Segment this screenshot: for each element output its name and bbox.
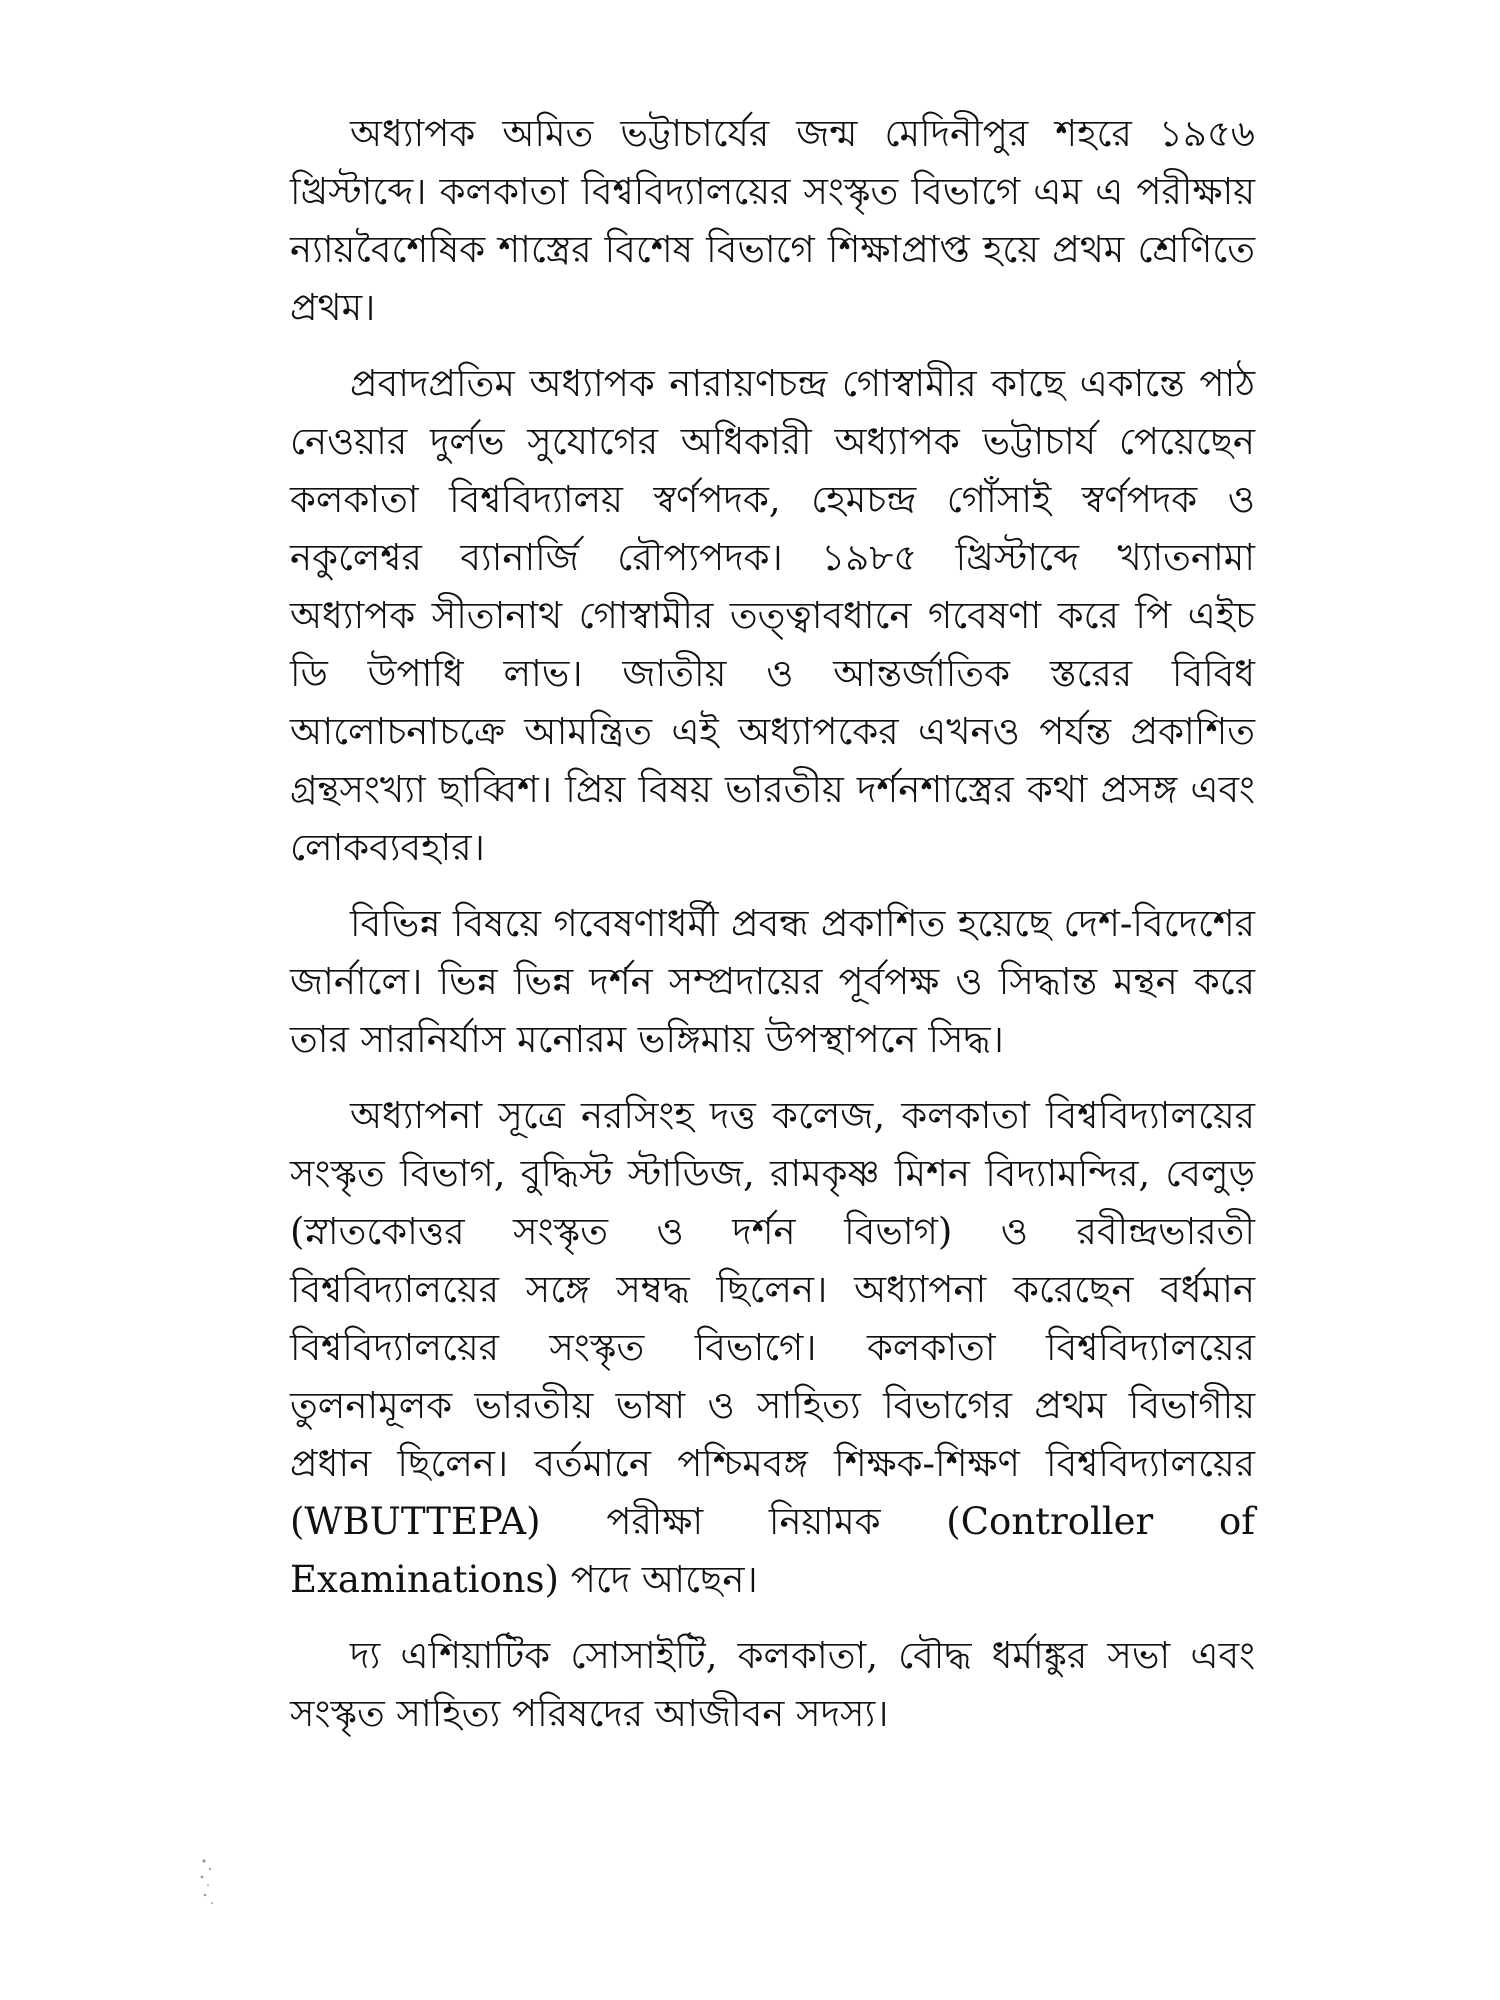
paragraph-birth-education: অধ্যাপক অমিত ভট্টাচার্যের জন্ম মেদিনীপুর শহরে ১৯৫৬ খ্রিস্টাব্দে। কলকাতা বিশ্ববিদ্যালয়ের সংস্কৃত বিভাগে এম এ পরীক্ষায় ন্যায়বৈশেষিক শাস্ত্রের বিশেষ বিভাগে শিক্ষাপ্রাপ্ত হয়ে প্রথম শ্রেণিতে প্রথম। [290, 112, 1255, 329]
paragraph-awards-research: প্রবাদপ্রতিম অধ্যাপক নারায়ণচন্দ্র গোস্বামীর কাছে একান্তে পাঠ নেওয়ার দুর্লভ সুযোগের অধিকারী অধ্যাপক ভট্টাচার্য পেয়েছেন কলকাতা বিশ্ববিদ্যালয় স্বর্ণপদক, হেমচন্দ্র গোঁসাই স্বর্ণপদক ও নকুলেশ্বর ব্যানার্জি রৌপ্যপদক। ১৯৮৫ খ্রিস্টাব্দে খ্যাতনামা অধ্যাপক সীতানাথ গোস্বামীর তত্ত্বাবধানে গবেষণা করে পি এইচ ডি উপাধি লাভ। জাতীয় ও আন্তর্জাতিক স্তরের বিবিধ আলোচনাচক্রে আমন্ত্রিত এই অধ্যাপকের এখনও পর্যন্ত প্রকাশিত গ্রন্থসংখ্যা ছাব্বিশ। প্রিয় বিষয় ভারতীয় দর্শনশাস্ত্রের কথা প্রসঙ্গ এবং লোকব্যবহার। [290, 362, 1255, 869]
scan-specks [196, 1855, 220, 1915]
paragraph-memberships: দ্য এশিয়াটিক সোসাইটি, কলকাতা, বৌদ্ধ ধর্মাঙ্কুর সভা এবং সংস্কৃত সাহিত্য পরিষদের আজীবন সদস্য। [290, 1634, 1255, 1735]
paragraph-teaching-career: অধ্যাপনা সূত্রে নরসিংহ দত্ত কলেজ, কলকাতা বিশ্ববিদ্যালয়ের সংস্কৃত বিভাগ, বুদ্ধিস্ট স্টাডিজ, রামকৃষ্ণ মিশন বিদ্যামন্দির, বেলুড় (স্নাতকোত্তর সংস্কৃত ও দর্শন বিভাগ) ও রবীন্দ্রভারতী বিশ্ববিদ্যালয়ের সঙ্গে সম্বদ্ধ ছিলেন। অধ্যাপনা করেছেন বর্ধমান বিশ্ববিদ্যালয়ের সংস্কৃত বিভাগে। কলকাতা বিশ্ববিদ্যালয়ের তুলনামূলক ভারতীয় ভাষা ও সাহিত্য বিভাগের প্রথম বিভাগীয় প্রধান ছিলেন। বর্তমানে পশ্চিমবঙ্গ শিক্ষক-শিক্ষণ বিশ্ববিদ্যালয়ের (WBUTTEPA) পরীক্ষা নিয়ামক (Controller of Examinations) পদে আছেন। [290, 1094, 1255, 1601]
author-bio [290, 105, 1255, 1761]
paragraph-research-articles: বিভিন্ন বিষয়ে গবেষণাধর্মী প্রবন্ধ প্রকাশিত হয়েছে দেশ-বিদেশের জার্নালে। ভিন্ন ভিন্ন দর্শন সম্প্রদায়ের পূর্বপক্ষ ও সিদ্ধান্ত মন্থন করে তার সারনির্যাস মনোরম ভঙ্গিমায় উপস্থাপনে সিদ্ধ। [290, 902, 1255, 1061]
